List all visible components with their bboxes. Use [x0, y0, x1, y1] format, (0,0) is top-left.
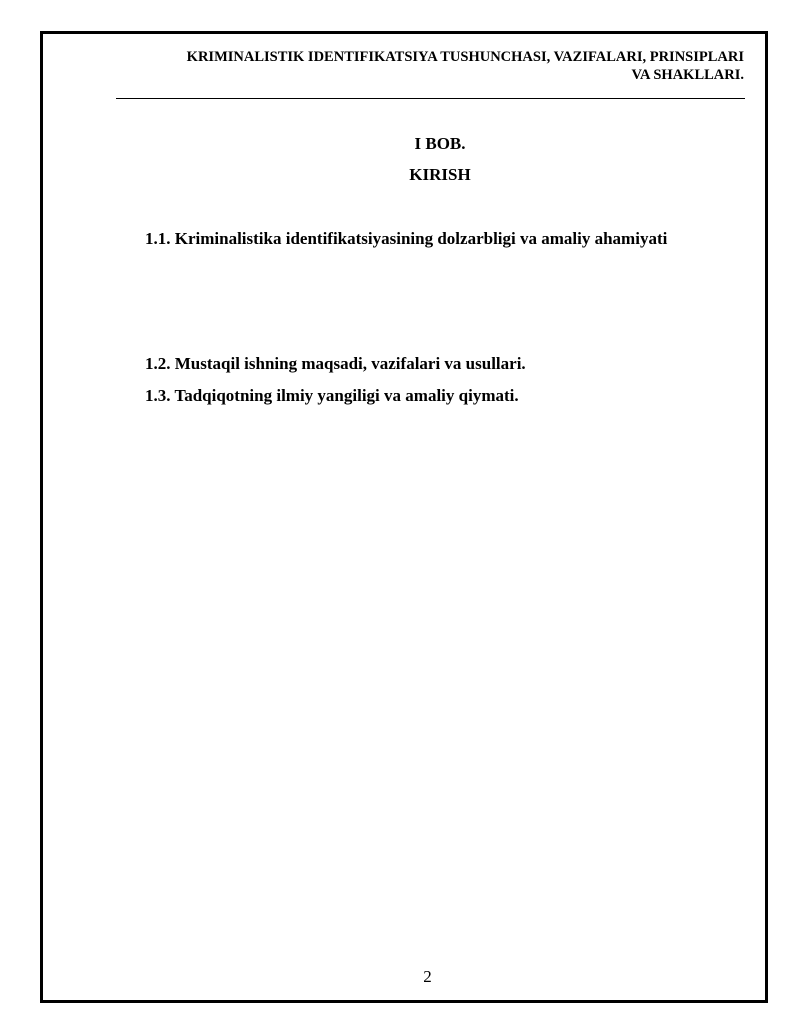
- chapter-number: I BOB.: [414, 134, 466, 153]
- chapter-title: KIRISH: [409, 165, 471, 184]
- page-number: 2: [423, 967, 432, 986]
- section-heading-1-2: 1.2. Mustaqil ishning maqsadi, vazifalari va usullari.: [145, 354, 526, 373]
- section-heading-1-1: 1.1. Kriminalistika identifikatsiyasining dolzarbligi va amaliy ahamiyati: [145, 229, 668, 248]
- header-divider: [116, 98, 745, 99]
- running-header: [116, 48, 744, 84]
- running-header-line-2: VA SHAKLLARI.: [631, 67, 744, 83]
- running-header-line-1: KRIMINALISTIK IDENTIFIKATSIYA TUSHUNCHASI, VAZIFALARI, PRINSIPLARI: [186, 49, 744, 65]
- section-heading-1-3: 1.3. Tadqiqotning ilmiy yangiligi va amaliy qiymati.: [145, 386, 519, 405]
